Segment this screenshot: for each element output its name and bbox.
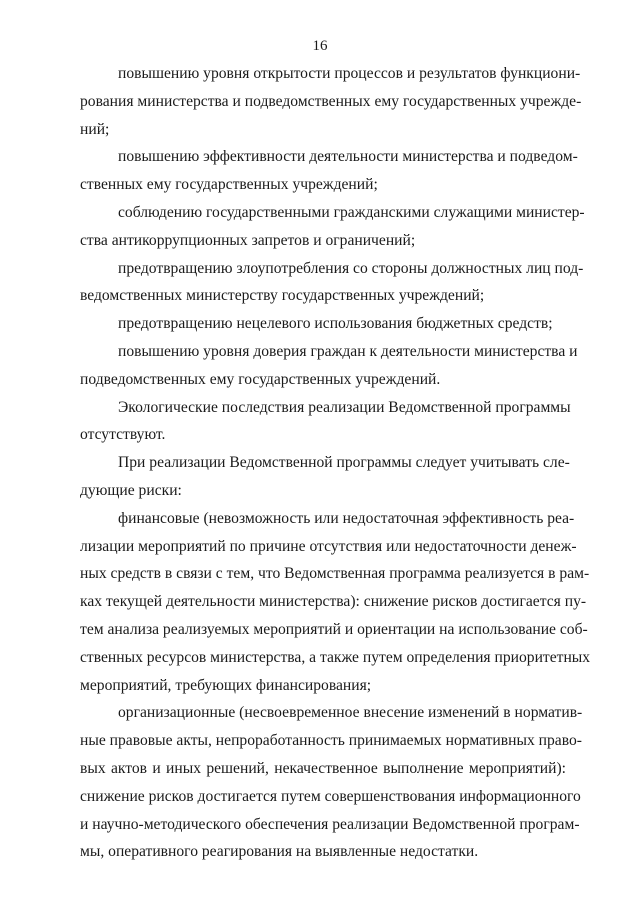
text-line: Экологические последствия реализации Ведомственной программы bbox=[118, 398, 571, 416]
paragraph bbox=[80, 505, 591, 700]
text-line: рования министерства и подведомственных ему государственных учрежде- bbox=[80, 92, 582, 110]
text-line: предотвращению нецелевого использования бюджетных средств; bbox=[118, 315, 553, 333]
text-line: ственных ресурсов министерства, а также путем определения приоритетных bbox=[80, 648, 591, 666]
text-line: ведомственных министерству государственных учреждений; bbox=[80, 287, 485, 305]
text-line: и научно-методического обеспечения реализации Ведомственной програм- bbox=[80, 815, 580, 833]
text-line: лизации мероприятий по причине отсутствия или недостаточности денеж- bbox=[80, 537, 577, 555]
text-line: При реализации Ведомственной программы следует учитывать сле- bbox=[118, 454, 570, 472]
text-line: тем анализа реализуемых мероприятий и ориентации на использование соб- bbox=[80, 620, 588, 638]
paragraph bbox=[80, 255, 584, 311]
paragraph bbox=[80, 60, 582, 143]
text-line: соблюдению государственными гражданскими служащими министер- bbox=[118, 203, 585, 221]
page-number: 16 bbox=[312, 38, 328, 54]
text-line: ний; bbox=[80, 120, 110, 138]
text-line: отсутствуют. bbox=[80, 426, 166, 444]
text-line: ках текущей деятельности министерства): снижение рисков достигается пу- bbox=[80, 593, 587, 611]
text-line: предотвращению злоупотребления со стороны должностных лиц под- bbox=[118, 259, 584, 277]
document-body bbox=[80, 60, 591, 866]
text-line: ственных ему государственных учреждений; bbox=[80, 176, 378, 194]
paragraph bbox=[80, 449, 570, 505]
text-line: ства антикоррупционных запретов и ограничений; bbox=[80, 231, 416, 249]
paragraph bbox=[80, 199, 585, 255]
paragraph bbox=[80, 699, 583, 866]
paragraph bbox=[80, 143, 578, 199]
text-line: снижение рисков достигается путем совершенствования информационного bbox=[80, 787, 581, 805]
text-line: организационные (несвоевременное внесение изменений в норматив- bbox=[118, 704, 583, 722]
text-line: дующие риски: bbox=[80, 481, 182, 499]
text-line: повышению уровня открытости процессов и результатов функциони- bbox=[118, 65, 581, 82]
paragraph bbox=[80, 394, 571, 450]
text-line: финансовые (невозможность или недостаточная эффективность реа- bbox=[118, 509, 575, 527]
text-line: мероприятий, требующих финансирования; bbox=[80, 676, 372, 694]
text-line: ных средств в связи с тем, что Ведомственная программа реализуется в рам- bbox=[80, 565, 590, 583]
text-line: подведомственных ему государственных учреждений. bbox=[80, 370, 441, 388]
text-line: ные правовые акты, непроработанность принимаемых нормативных право- bbox=[80, 732, 582, 750]
paragraph bbox=[80, 310, 566, 338]
text-line: вых актов и иных решений, некачественное выполнение мероприятий): bbox=[80, 759, 566, 777]
text-line: повышению эффективности деятельности министерства и подведом- bbox=[118, 148, 578, 166]
text-line: мы, оперативного реагирования на выявленные недостатки. bbox=[80, 843, 479, 861]
paragraph bbox=[80, 338, 578, 394]
text-line: повышению уровня доверия граждан к деятельности министерства и bbox=[118, 342, 578, 360]
